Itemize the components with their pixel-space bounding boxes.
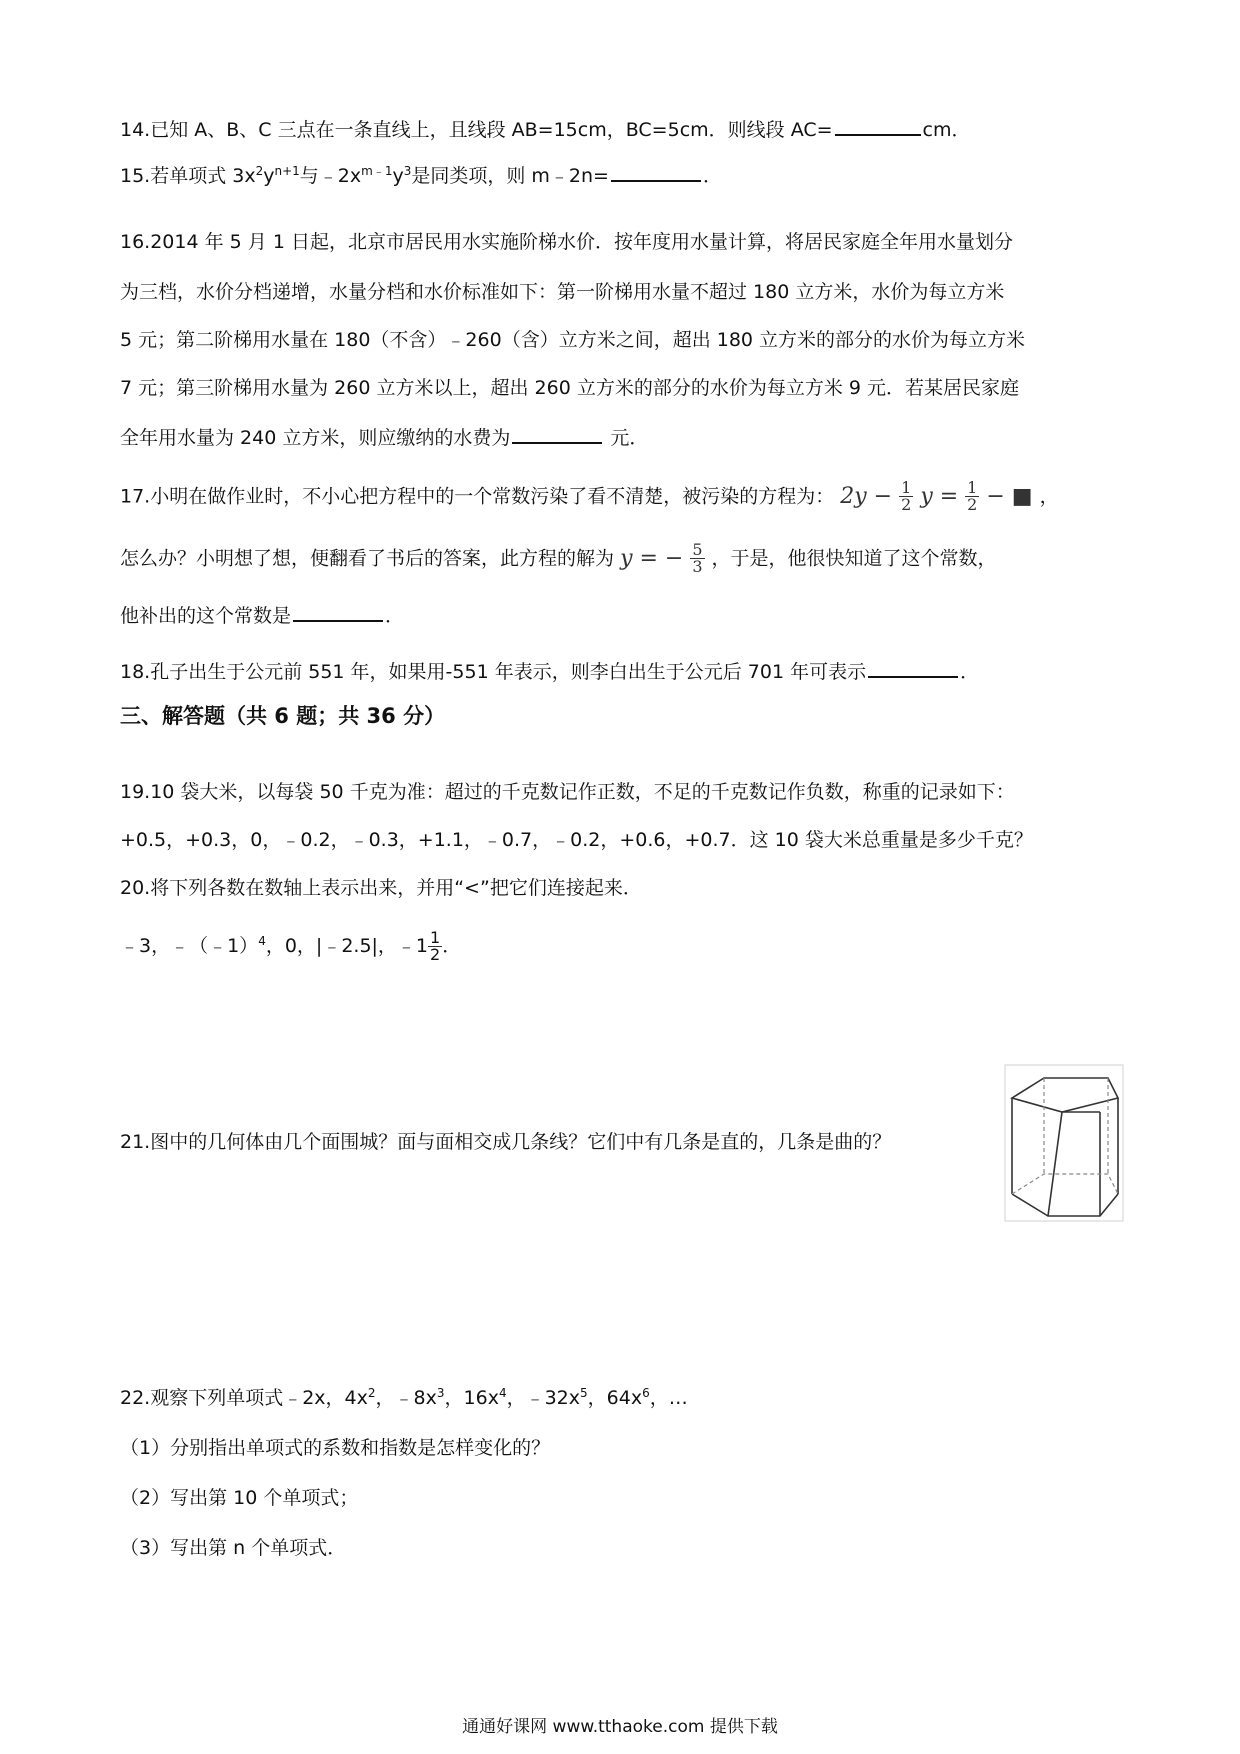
q15-exp: 3 bbox=[403, 164, 412, 178]
q22-part: ，… bbox=[649, 1387, 688, 1409]
footer-watermark: 通通好课网 www.tthaoke.com 提供下载 bbox=[462, 1717, 778, 1737]
q22-exp: 2 bbox=[367, 1386, 376, 1400]
q22-line-1 bbox=[120, 1384, 688, 1412]
q22-exp: 5 bbox=[580, 1386, 588, 1400]
q17-line-3 bbox=[120, 600, 404, 630]
q17-text: 他补出的这个常数是 bbox=[120, 605, 292, 627]
q22-part: ，16x bbox=[444, 1387, 499, 1409]
q16-suffix: 元． bbox=[604, 427, 649, 449]
q15-suffix: ． bbox=[702, 165, 722, 187]
q19-line-1: 19.10 袋大米，以每袋 50 千克为准：超过的千克数记作正数，不足的千克数记作负数，称重的记录如下： bbox=[120, 781, 1015, 803]
q17-blank bbox=[293, 600, 383, 622]
q22-exp: 4 bbox=[498, 1386, 507, 1400]
q20-line-1: 20.将下列各数在数轴上表示出来，并用“<”把它们连接起来． bbox=[120, 877, 642, 899]
q19-line-2: +0.5，+0.3，0，﹣0.2，﹣0.3，+1.1，﹣0.7，﹣0.2，+0.6，+0.7．这 10 袋大米总重量是多少千克？ bbox=[120, 829, 1033, 851]
q20-fraction bbox=[428, 930, 442, 963]
sol-fraction bbox=[690, 542, 704, 575]
q14-text: 14.已知 A、B、C 三点在一条直线上，且线段 AB=15cm，BC=5cm．则线段 AC= bbox=[120, 119, 833, 141]
eq-fraction bbox=[965, 480, 979, 513]
q22-part: 22.观察下列单项式﹣2x，4x bbox=[120, 1387, 368, 1409]
q16-line-3: 5 元；第二阶梯用水量在 180（不含）﹣260（含）立方米之间，超出 180 立方米的部分的水价为每立方米 bbox=[120, 329, 1026, 351]
q22-part: ，﹣32x bbox=[506, 1387, 580, 1409]
q18-suffix: ． bbox=[960, 661, 980, 683]
q22-part: ，﹣8x bbox=[375, 1387, 437, 1409]
q17-equation bbox=[840, 478, 1039, 514]
q16-line-4: 7 元；第三阶梯用水量为 260 立方米以上，超出 260 立方米的部分的水价为每立方米 9 元．若某居民家庭 bbox=[120, 377, 1019, 399]
eq-part: 2y − bbox=[840, 483, 893, 509]
q20-exp: 4 bbox=[258, 934, 266, 948]
frac-num: 1 bbox=[430, 928, 441, 947]
q14-blank bbox=[835, 114, 921, 136]
q18-blank bbox=[868, 656, 958, 678]
q17-line-2 bbox=[120, 542, 997, 575]
frac-den: 3 bbox=[692, 557, 703, 576]
q20-part: ，0，|﹣2.5|，﹣1 bbox=[265, 935, 429, 957]
q20-part: ． bbox=[442, 935, 462, 957]
section-heading: 三、解答题（共 6 题；共 36 分） bbox=[120, 704, 446, 728]
q15-part: 与﹣2x bbox=[299, 165, 362, 187]
q17-solution bbox=[620, 540, 711, 576]
q17-suffix: ． bbox=[385, 605, 405, 627]
q15-exp: 2 bbox=[255, 164, 264, 178]
frac-num: 1 bbox=[967, 478, 978, 497]
q17-text: ，于是，他很快知道了这个常数， bbox=[711, 547, 997, 570]
q22-exp: 6 bbox=[642, 1386, 650, 1400]
q20-line-2 bbox=[120, 930, 461, 963]
q17-eq-tail: ， bbox=[1039, 485, 1059, 508]
q20-part: ﹣3，﹣（﹣1） bbox=[120, 935, 259, 957]
eq-part: − ■ bbox=[986, 483, 1033, 509]
frac-num: 1 bbox=[901, 478, 912, 497]
q17-text: 17.小明在做作业时，不小心把方程中的一个常数污染了看不清楚，被污染的方程为： bbox=[120, 485, 835, 508]
frac-num: 5 bbox=[692, 540, 703, 559]
q22-sub-1: （1）分别指出单项式的系数和指数是怎样变化的？ bbox=[120, 1437, 551, 1459]
frac-den: 2 bbox=[901, 495, 912, 514]
q16-line-2: 为三档，水价分档递增，水量分档和水价标准如下：第一阶梯用水量不超过 180 立方米，水价为每立方米 bbox=[120, 281, 1005, 303]
q17-text: 怎么办？小明想了想，便翻看了书后的答案，此方程的解为 bbox=[120, 547, 615, 570]
q16-line-5 bbox=[120, 422, 648, 452]
frac-den: 2 bbox=[430, 945, 441, 964]
q17-line-1 bbox=[120, 480, 1059, 513]
question-21: 21.图中的几何体由几个面围城？面与面相交成几条线？它们中有几条是直的，几条是曲的？ bbox=[120, 1131, 892, 1153]
q22-sub-2: （2）写出第 10 个单项式； bbox=[120, 1487, 359, 1509]
q16-blank bbox=[512, 422, 602, 444]
q22-exp: 3 bbox=[436, 1386, 445, 1400]
q16-text: 全年用水量为 240 立方米，则应缴纳的水费为 bbox=[120, 427, 511, 449]
question-18 bbox=[120, 656, 979, 686]
frac-den: 2 bbox=[967, 495, 978, 514]
eq-part: y = bbox=[920, 483, 959, 509]
q15-blank bbox=[611, 160, 701, 182]
q15-exp: n+1 bbox=[274, 164, 300, 178]
sol-part: y = − bbox=[620, 545, 684, 571]
eq-fraction bbox=[899, 480, 913, 513]
q22-part: ，64x bbox=[587, 1387, 643, 1409]
q22-sub-3: （3）写出第 n 个单项式． bbox=[120, 1537, 347, 1559]
q15-part: 15.若单项式 3x bbox=[120, 165, 256, 187]
question-14 bbox=[120, 114, 971, 144]
q14-suffix: cm． bbox=[922, 119, 971, 141]
q18-text: 18.孔子出生于公元前 551 年，如果用-551 年表示，则李白出生于公元后 701 年可表示 bbox=[120, 661, 867, 683]
q15-exp: m﹣1 bbox=[361, 164, 393, 178]
q16-line-1: 16.2014 年 5 月 1 日起，北京市居民用水实施阶梯水价．按年度用水量计算，将居民家庭全年用水量划分 bbox=[120, 231, 1013, 253]
q15-part: 是同类项，则 m﹣2n= bbox=[411, 165, 609, 187]
question-15 bbox=[120, 160, 722, 190]
q15-part: y bbox=[392, 165, 404, 187]
pentagonal-prism-figure bbox=[1004, 1064, 1124, 1222]
q15-part: y bbox=[263, 165, 275, 187]
